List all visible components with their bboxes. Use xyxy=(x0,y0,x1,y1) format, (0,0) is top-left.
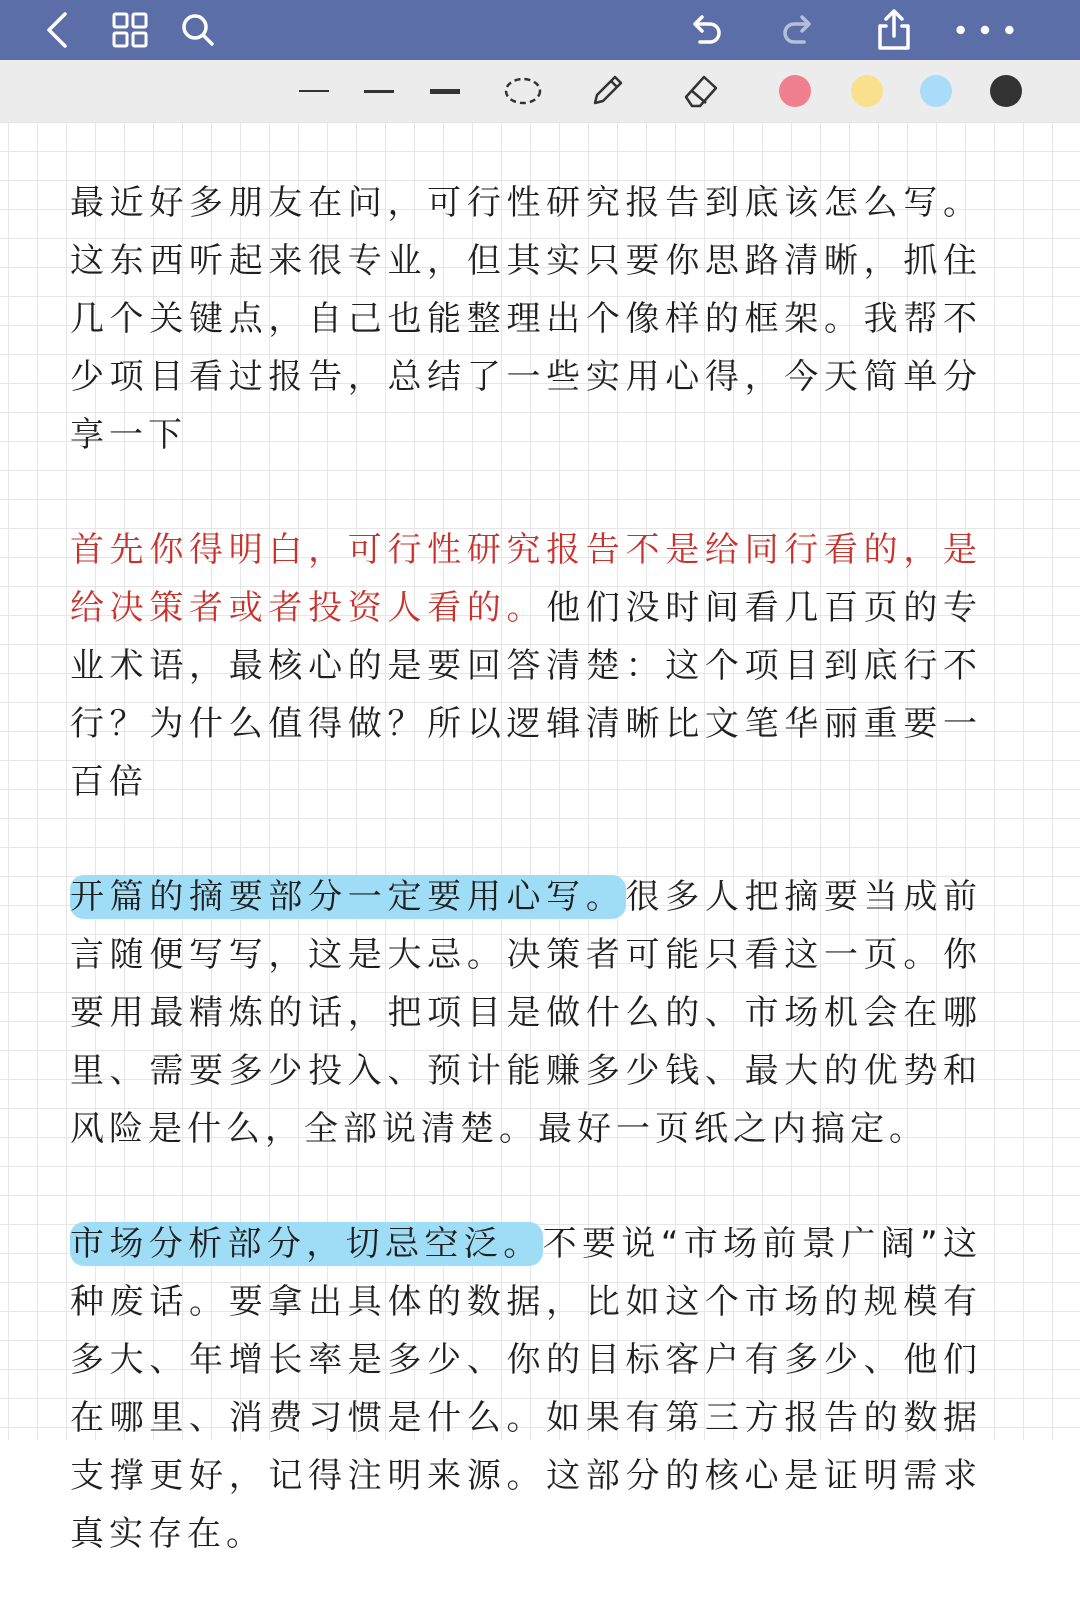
paragraph-text: 很多人把摘要当成前言随便写写，这是大忌。决策者可能只看这一页。你要用最精炼的话，把项目是做什么的、市场机会在哪里、需要多少投入、预计能赚多少钱、最大的优势和风险是什么，全部说清楚。最好一页纸之内搞定。 xyxy=(70,877,983,1149)
share-icon[interactable] xyxy=(864,0,924,60)
paragraph-audience xyxy=(70,521,982,811)
red-emphasis-text: 首先你得明白，可行性研究报告不是给同行看的，是给决策者或者投资人看的。 xyxy=(70,530,982,628)
note-page[interactable] xyxy=(0,122,1080,1554)
top-bar xyxy=(0,0,1080,60)
paragraph-text: 不要说“市场前景广阔”这种废话。要拿出具体的数据，比如这个市场的规模有多大、年增长率是多少、你的目标客户有多少、他们在哪里、消费习惯是什么。如果有第三方报告的数据支撑更好，记得注明来源。这部分的核心是证明需求真实存在。 xyxy=(70,1224,982,1554)
black-swatch[interactable] xyxy=(989,60,1023,122)
pen-icon[interactable] xyxy=(584,60,630,122)
yellow-swatch[interactable] xyxy=(850,60,884,122)
paragraph-summary xyxy=(70,868,982,1158)
highlighted-text: 市场分析部分，切忌空泛。 xyxy=(70,1224,543,1264)
eraser-icon[interactable] xyxy=(678,60,724,122)
undo-icon[interactable] xyxy=(676,0,736,60)
thick-line-tool[interactable] xyxy=(428,60,462,122)
paragraph-market xyxy=(70,1215,982,1563)
search-icon[interactable] xyxy=(168,0,228,60)
more-icon[interactable] xyxy=(955,0,1015,60)
pink-swatch[interactable] xyxy=(778,60,812,122)
thin-line-tool[interactable] xyxy=(298,60,330,122)
paragraph-intro: 最近好多朋友在问，可行性研究报告到底该怎么写。这东西听起来很专业，但其实只要你思路清晰，抓住几个关键点，自己也能整理出个像样的框架。我帮不少项目看过报告，总结了一些实用心得，今天简单分享一下 xyxy=(70,183,982,455)
light-blue-swatch[interactable] xyxy=(919,60,953,122)
redo-icon[interactable] xyxy=(768,0,828,60)
back-icon[interactable] xyxy=(28,0,88,60)
paragraph-text: 他们没时间看几百页的专业术语，最核心的是要回答清楚：这个项目到底行不行？为什么值得做？所以逻辑清晰比文笔华丽重要一百倍 xyxy=(70,588,983,802)
note-content xyxy=(70,174,982,1620)
medium-line-tool[interactable] xyxy=(362,60,396,122)
lasso-icon[interactable] xyxy=(500,60,546,122)
grid-icon[interactable] xyxy=(100,0,160,60)
drawing-toolbar xyxy=(0,60,1080,123)
highlighted-text: 开篇的摘要部分一定要用心写。 xyxy=(70,877,626,917)
